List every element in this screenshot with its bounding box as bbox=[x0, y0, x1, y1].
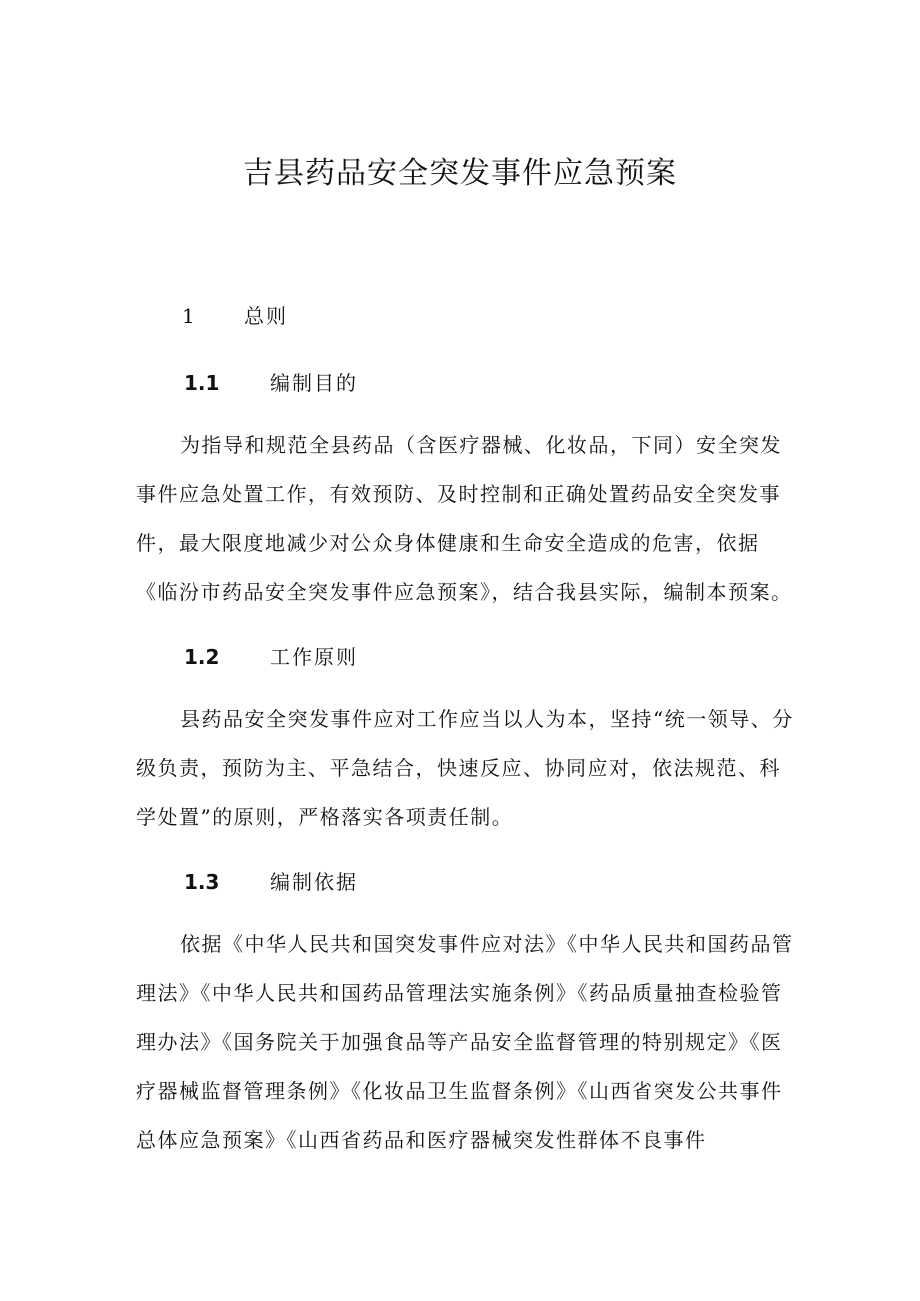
section-1-1-paragraph: 为指导和规范全县药品（含医疗器械、化妆品，下同）安全突发事件应急处置工作，有效预防、及时控制和正确处置药品安全突发事件，最大限度地减少对公众身体健康和生命安全造成的危害，依据《临汾市药品安全突发事件应急预案》，结合我县实际，编制本预案。 bbox=[136, 433, 793, 604]
section-1-1-heading bbox=[184, 369, 384, 397]
section-1-2-paragraph: 县药品安全突发事件应对工作应当以人为本，坚持“统一领导、分级负责，预防为主、平急结合，快速反应、协同应对，依法规范、科学处置”的原则，严格落实各项责任制。 bbox=[136, 707, 794, 829]
section-number: 1.2 bbox=[184, 645, 220, 669]
section-title: 编制目的 bbox=[270, 371, 358, 395]
section-number: 1 bbox=[182, 304, 195, 328]
section-1-heading bbox=[182, 302, 302, 330]
section-1-3-heading bbox=[184, 868, 384, 896]
section-title: 总则 bbox=[244, 304, 288, 328]
document-title: 吉县药品安全突发事件应急预案 bbox=[243, 156, 677, 191]
section-1-2-heading bbox=[184, 643, 384, 671]
section-number: 1.3 bbox=[184, 870, 220, 894]
section-title: 编制依据 bbox=[270, 870, 358, 894]
section-1-3-paragraph: 依据《中华人民共和国突发事件应对法》《中华人民共和国药品管理法》《中华人民共和国药品管理法实施条例》《药品质量抽查检验管理办法》《国务院关于加强食品等产品安全监督管理的特别规定》《医疗器械监督管理条例》《化妆品卫生监督条例》《山西省突发公共事件总体应急预案》《山西省药品和医疗器械突发性群体不良事件 bbox=[136, 932, 794, 1152]
section-number: 1.1 bbox=[184, 371, 220, 395]
section-title: 工作原则 bbox=[270, 645, 358, 669]
